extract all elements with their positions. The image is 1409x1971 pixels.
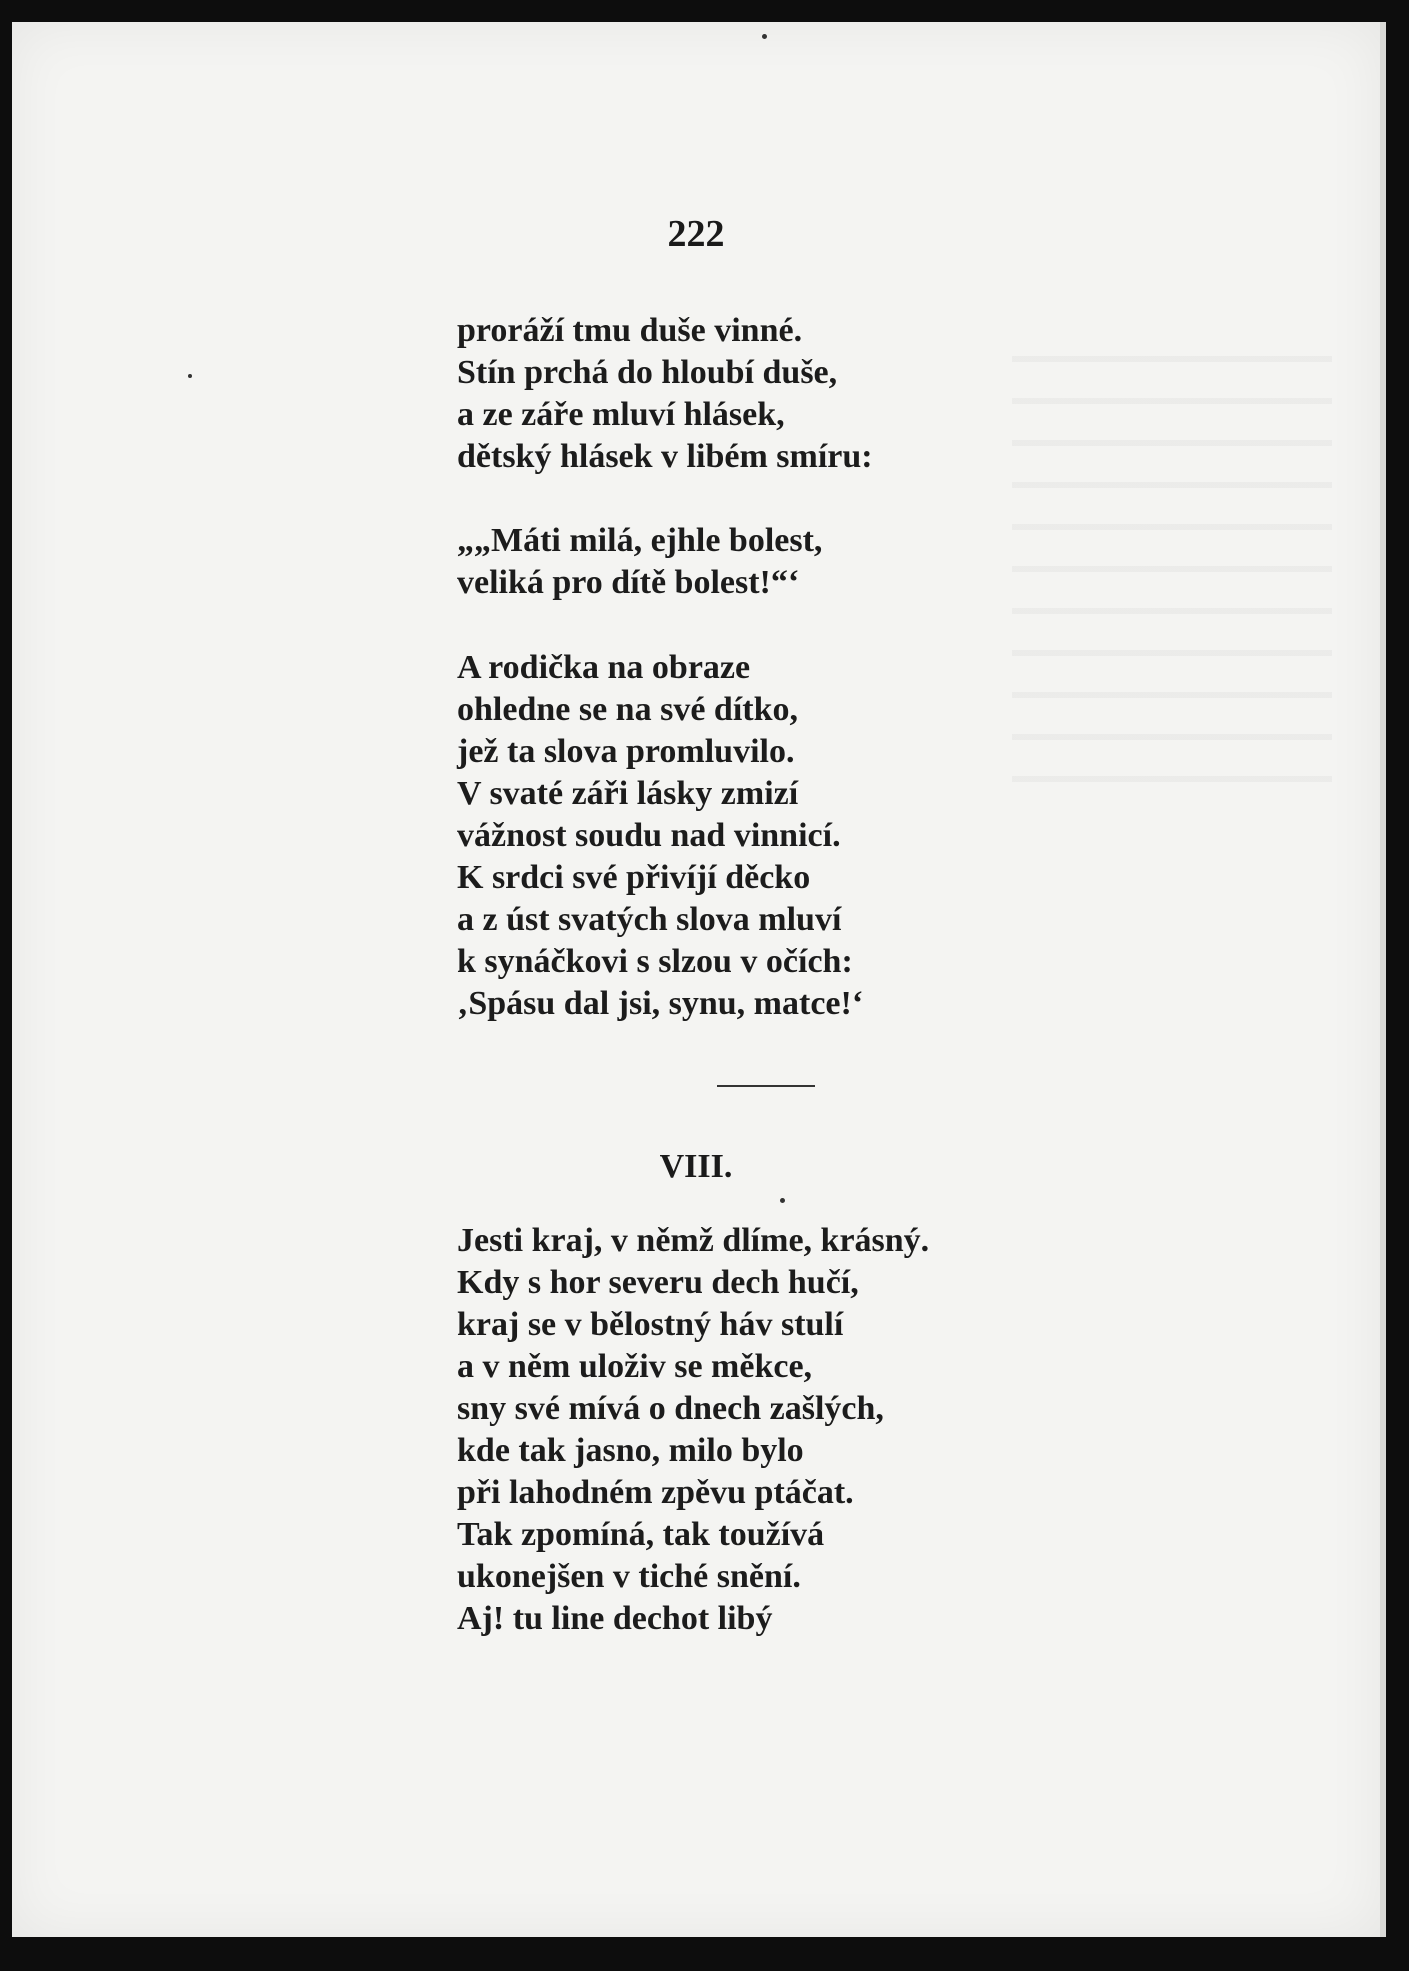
poem-line: ‚Spásu dal jsi, synu, matce!‘ xyxy=(457,985,864,1022)
section-divider xyxy=(717,1085,815,1087)
section-heading: VIII. xyxy=(659,1148,733,1185)
poem-line: kde tak jasno, milo bylo xyxy=(457,1432,804,1469)
show-through-text xyxy=(1012,322,1332,802)
poem-line: jež ta slova promluvilo. xyxy=(457,733,795,770)
page-edge xyxy=(1380,22,1386,1937)
poem-line: Aj! tu line dechot libý xyxy=(457,1600,773,1637)
poem-line: K srdci své přivíjí děcko xyxy=(457,859,811,896)
poem-line: proráží tmu duše vinné. xyxy=(457,312,803,349)
poem-line: veliká pro dítě bolest!“‘ xyxy=(457,564,800,601)
poem-line: a z úst svatých slova mluví xyxy=(457,901,842,938)
poem-line: Kdy s hor severu dech hučí, xyxy=(457,1264,859,1301)
stanza-2 xyxy=(457,520,822,604)
print-speck xyxy=(188,374,192,378)
stanza-3 xyxy=(457,647,863,1025)
page-number: 222 xyxy=(667,213,725,255)
poem-line: Tak zpomíná, tak toužívá xyxy=(457,1516,825,1553)
poem-line: Jesti kraj, v němž dlíme, krásný. xyxy=(457,1222,930,1259)
print-speck xyxy=(780,1198,785,1203)
poem-line: vážnost soudu nad vinnicí. xyxy=(457,817,841,854)
poem-line: dětský hlásek v libém smíru: xyxy=(457,438,873,475)
poem-line: „„Máti milá, ejhle bolest, xyxy=(457,522,823,559)
poem-line: a ze záře mluví hlásek, xyxy=(457,396,785,433)
poem-line: sny své mívá o dnech zašlých, xyxy=(457,1390,884,1427)
poem-line: ukonejšen v tiché snění. xyxy=(457,1558,801,1595)
poem-line: A rodička na obraze xyxy=(457,649,751,686)
print-speck xyxy=(762,34,767,39)
book-page xyxy=(12,22,1380,1937)
poem-line: k synáčkovi s slzou v očích: xyxy=(457,943,853,980)
poem-line: ohledne se na své dítko, xyxy=(457,691,798,728)
section-stanza xyxy=(457,1220,929,1640)
poem-line: kraj se v bělostný háv stulí xyxy=(457,1306,844,1343)
poem-line: při lahodném zpěvu ptáčat. xyxy=(457,1474,854,1511)
poem-line: Stín prchá do hloubí duše, xyxy=(457,354,838,391)
poem-line: V svaté záři lásky zmizí xyxy=(457,775,799,812)
poem-line: a v něm uloživ se měkce, xyxy=(457,1348,813,1385)
stanza-1 xyxy=(457,310,873,478)
